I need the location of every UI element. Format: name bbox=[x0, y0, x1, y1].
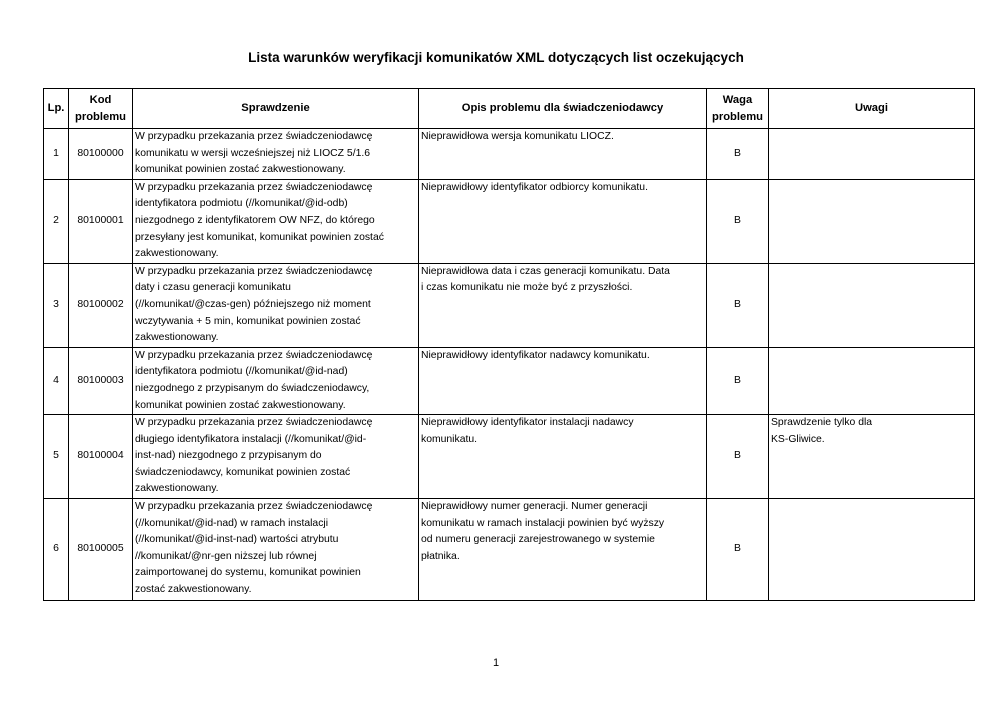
check-text-line: wczytywania + 5 min, komunikat powinien zostać bbox=[135, 315, 361, 327]
description-cell bbox=[419, 415, 707, 499]
check-text-line: komunikatu w wersji wcześniejszej niż LIOCZ 5/1.6 bbox=[135, 147, 371, 159]
description-cell bbox=[419, 499, 707, 601]
problem-code: 80100001 bbox=[69, 179, 133, 263]
check-text-line: komunikat powinien zostać zakwestionowany. bbox=[135, 399, 346, 411]
description-cell bbox=[419, 129, 707, 180]
check-text-line: (//komunikat/@czas-gen) późniejszego niż moment bbox=[135, 298, 371, 310]
table-row bbox=[44, 499, 975, 601]
check-text-line: W przypadku przekazania przez świadczeniodawcę bbox=[135, 417, 373, 429]
check-text-line: identyfikatora podmiotu (//komunikat/@id-nad) bbox=[135, 366, 348, 378]
check-text-line: przesyłany jest komunikat, komunikat powinien zostać bbox=[135, 231, 384, 243]
check-text-line: identyfikatora podmiotu (//komunikat/@id-odb) bbox=[135, 198, 348, 210]
problem-weight: B bbox=[707, 263, 769, 347]
notes-cell bbox=[769, 129, 975, 180]
check-text-line: zakwestionowany. bbox=[135, 332, 219, 344]
table-row bbox=[44, 347, 975, 414]
header-code-line1: Kod bbox=[89, 93, 112, 106]
notes-cell bbox=[769, 415, 975, 499]
header-code-line2: problemu bbox=[75, 110, 126, 123]
table-row bbox=[44, 179, 975, 263]
description-text-line: Nieprawidłowy numer generacji. Numer generacji bbox=[421, 501, 648, 513]
check-cell bbox=[133, 499, 419, 601]
description-text-line: komunikatu w ramach instalacji powinien być wyższy bbox=[421, 517, 665, 529]
check-text-line: długiego identyfikatora instalacji (//komunikat/@id- bbox=[135, 433, 367, 445]
check-text-line: niezgodnego z przypisanym do świadczeniodawcy, bbox=[135, 382, 370, 394]
page-title: Lista warunków weryfikacji komunikatów XML dotyczących list oczekujących bbox=[248, 50, 744, 65]
check-text-line: W przypadku przekazania przez świadczeniodawcę bbox=[135, 181, 373, 193]
row-number: 5 bbox=[44, 415, 69, 499]
check-text-line: zakwestionowany. bbox=[135, 248, 219, 260]
check-text-line: zaimportowanej do systemu, komunikat powinien bbox=[135, 567, 361, 579]
table-row bbox=[44, 129, 975, 180]
check-text-line: W przypadku przekazania przez świadczeniodawcę bbox=[135, 349, 373, 361]
notes-cell bbox=[769, 179, 975, 263]
check-cell bbox=[133, 347, 419, 414]
problem-weight: B bbox=[707, 179, 769, 263]
check-text-line: (//komunikat/@id-inst-nad) wartości atrybutu bbox=[135, 534, 339, 546]
description-text-line: komunikatu. bbox=[421, 433, 478, 445]
page-number: 1 bbox=[492, 657, 500, 669]
header-code bbox=[69, 89, 133, 129]
check-text-line: świadczeniodawcy, komunikat powinien zostać bbox=[135, 466, 351, 478]
header-waga-line1: Waga bbox=[722, 93, 753, 106]
description-text-line: od numeru generacji zarejestrowanego w systemie bbox=[421, 534, 655, 546]
notes-cell bbox=[769, 499, 975, 601]
description-text-line: Nieprawidłowy identyfikator odbiorcy komunikatu. bbox=[421, 181, 648, 193]
check-text-line: (//komunikat/@id-nad) w ramach instalacji bbox=[135, 517, 329, 529]
description-text-line: i czas komunikatu nie może być z przyszłości. bbox=[421, 282, 633, 294]
header-waga bbox=[707, 89, 769, 129]
row-number: 3 bbox=[44, 263, 69, 347]
problem-code: 80100002 bbox=[69, 263, 133, 347]
description-cell bbox=[419, 263, 707, 347]
check-cell bbox=[133, 179, 419, 263]
header-notes: Uwagi bbox=[769, 89, 975, 129]
description-text-line: Nieprawidłowy identyfikator instalacji nadawcy bbox=[421, 417, 634, 429]
row-number: 4 bbox=[44, 347, 69, 414]
notes-cell bbox=[769, 347, 975, 414]
problem-code: 80100000 bbox=[69, 129, 133, 180]
table-row bbox=[44, 415, 975, 499]
check-text-line: zakwestionowany. bbox=[135, 483, 219, 495]
description-cell bbox=[419, 347, 707, 414]
problem-weight: B bbox=[707, 415, 769, 499]
problem-code: 80100004 bbox=[69, 415, 133, 499]
notes-cell bbox=[769, 263, 975, 347]
check-text-line: W przypadku przekazania przez świadczeniodawcę bbox=[135, 501, 373, 513]
description-text-line: płatnika. bbox=[421, 550, 460, 562]
problem-code: 80100005 bbox=[69, 499, 133, 601]
description-text-line: Nieprawidłowy identyfikator nadawcy komunikatu. bbox=[421, 349, 650, 361]
check-cell bbox=[133, 415, 419, 499]
check-text-line: zostać zakwestionowany. bbox=[135, 584, 252, 596]
description-text-line: Nieprawidłowa wersja komunikatu LIOCZ. bbox=[421, 131, 614, 142]
row-number: 6 bbox=[44, 499, 69, 601]
header-lp: Lp. bbox=[44, 89, 69, 129]
description-text-line: Nieprawidłowa data i czas generacji komunikatu. Data bbox=[421, 265, 670, 277]
check-text-line: komunikat powinien zostać zakwestionowany. bbox=[135, 164, 346, 176]
check-text-line: //komunikat/@nr-gen niższej lub równej bbox=[135, 550, 317, 562]
problem-weight: B bbox=[707, 499, 769, 601]
problem-weight: B bbox=[707, 129, 769, 180]
check-text-line: daty i czasu generacji komunikatu bbox=[135, 282, 291, 294]
header-check: Sprawdzenie bbox=[133, 89, 419, 129]
verification-table bbox=[43, 88, 975, 601]
table-row bbox=[44, 263, 975, 347]
description-cell bbox=[419, 179, 707, 263]
check-text-line: inst-nad) niezgodnego z przypisanym do bbox=[135, 450, 322, 462]
header-waga-line2: problemu bbox=[712, 110, 763, 123]
header-desc: Opis problemu dla świadczeniodawcy bbox=[419, 89, 707, 129]
problem-weight: B bbox=[707, 347, 769, 414]
header-row bbox=[44, 89, 975, 129]
check-text-line: W przypadku przekazania przez świadczeniodawcę bbox=[135, 131, 373, 142]
notes-text-line: Sprawdzenie tylko dla bbox=[771, 417, 873, 429]
check-cell bbox=[133, 263, 419, 347]
check-text-line: niezgodnego z identyfikatorem OW NFZ, do którego bbox=[135, 214, 375, 226]
check-text-line: W przypadku przekazania przez świadczeniodawcę bbox=[135, 265, 373, 277]
row-number: 1 bbox=[44, 129, 69, 180]
row-number: 2 bbox=[44, 179, 69, 263]
check-cell bbox=[133, 129, 419, 180]
notes-text-line: KS-Gliwice. bbox=[771, 433, 825, 445]
problem-code: 80100003 bbox=[69, 347, 133, 414]
